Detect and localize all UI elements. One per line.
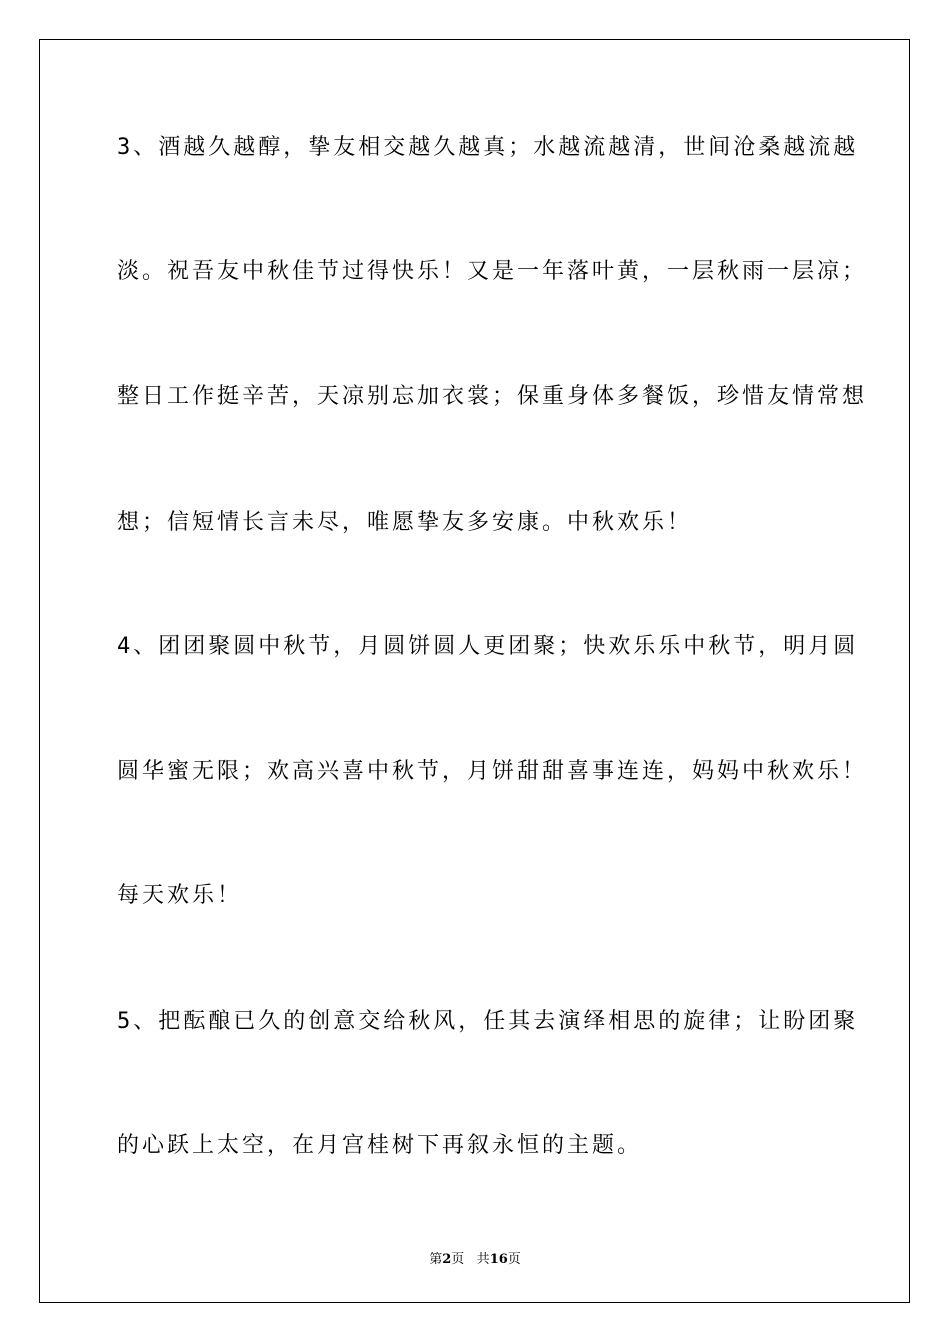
paragraph-line: 每天欢乐！ [117, 883, 243, 908]
total-prefix: 共 [476, 1252, 490, 1267]
page-number: 2 [442, 1252, 452, 1267]
paragraph-line: 3、酒越久越醇，挚友相交越久越真；水越流越清，世间沧桑越流越 [117, 135, 859, 160]
paragraph-line: 想；信短情长言未尽，唯愿挚友多安康。中秋欢乐！ [117, 510, 693, 535]
total-suffix: 页 [507, 1252, 521, 1267]
total-pages: 16 [489, 1252, 508, 1267]
page-footer [0, 1248, 950, 1267]
paragraph-line: 淡。祝吾友中秋佳节过得快乐！又是一年落叶黄，一层秋雨一层凉； [117, 259, 868, 284]
paragraph-line: 圆华蜜无限；欢高兴喜中秋节，月饼甜甜喜事连连，妈妈中秋欢乐！ [117, 759, 868, 784]
page-suffix: 页 [451, 1252, 465, 1267]
page-prefix: 第 [429, 1252, 443, 1267]
page-border [39, 39, 910, 1303]
paragraph-line: 5、把酝酿已久的创意交给秋风，任其去演绎相思的旋律；让盼团聚 [117, 1009, 859, 1034]
paragraph-line: 4、团团聚圆中秋节，月圆饼圆人更团聚；快欢乐乐中秋节，明月圆 [117, 634, 859, 659]
paragraph-line: 的心跃上太空，在月宫桂树下再叙永恒的主题。 [117, 1133, 643, 1158]
paragraph-line: 整日工作挺辛苦，天凉别忘加衣裳；保重身体多餐饭，珍惜友情常想 [117, 384, 868, 409]
